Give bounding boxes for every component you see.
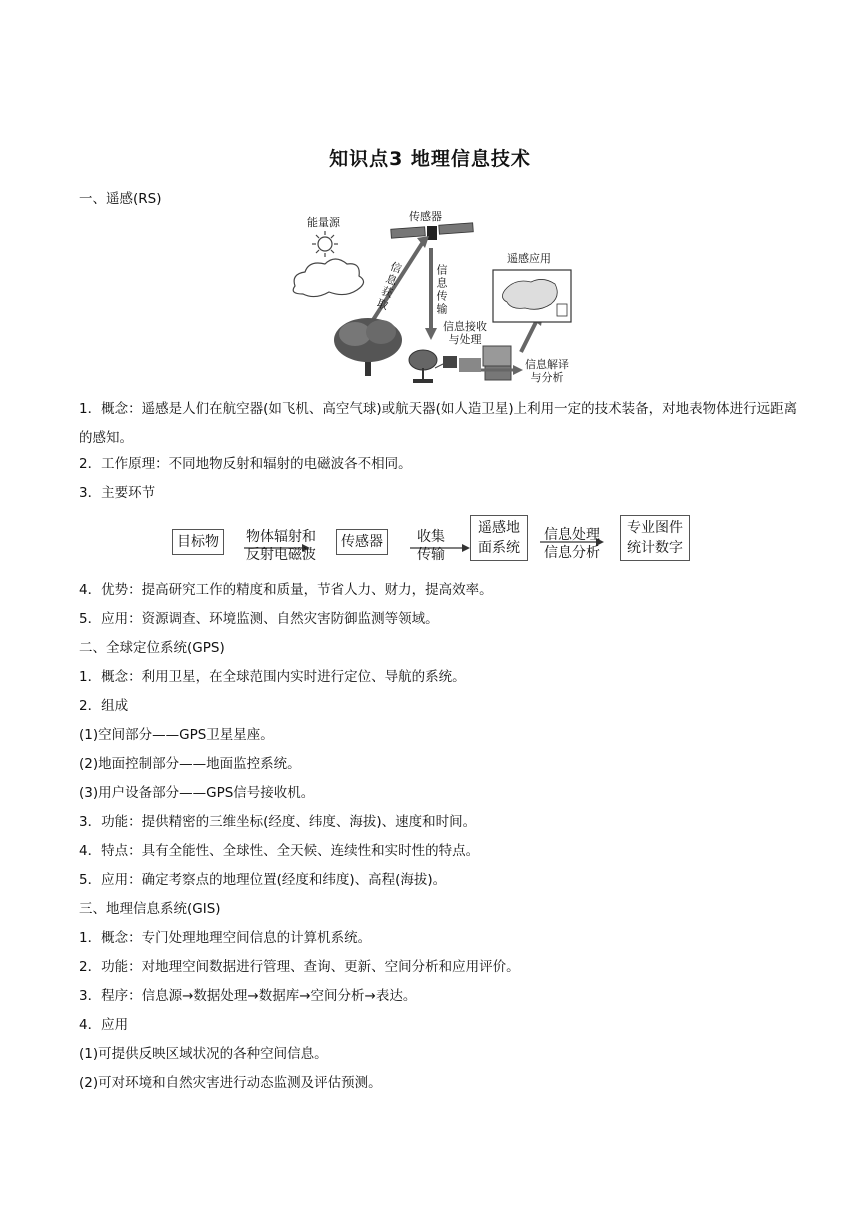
flow-em-line2: 反射电磁波 bbox=[246, 547, 316, 563]
gps-components-heading: 2．组成 bbox=[79, 698, 129, 714]
interpret-label: 信息解译与分析 bbox=[525, 358, 569, 384]
flow-target-box: 目标物 bbox=[172, 529, 224, 555]
transmit-label: 信息传输 bbox=[435, 264, 448, 316]
remote-sensing-diagram bbox=[285, 208, 585, 390]
receive-label: 信息接收与处理 bbox=[443, 320, 487, 346]
gis-application-2: (2)可对环境和自然灾害进行动态监测及评估预测。 bbox=[79, 1075, 382, 1091]
cloud-icon bbox=[293, 259, 363, 297]
flow-em-text bbox=[242, 528, 320, 564]
gis-function: 2．功能：对地理空间数据进行管理、查询、更新、空间分析和应用评价。 bbox=[79, 959, 520, 975]
gis-application-1: (1)可提供反映区域状况的各种空间信息。 bbox=[79, 1046, 328, 1062]
sun-icon bbox=[312, 231, 338, 257]
map-icon bbox=[493, 270, 571, 322]
application-label: 遥感应用 bbox=[507, 252, 551, 265]
flow-proc-line1: 信息处理 bbox=[544, 527, 600, 543]
rs-concept: 1．概念：遥感是人们在航空器(如飞机、高空气球)或航天器(如人造卫星)上利用一定的技术装备，对地表物体进行远距离的感知。 bbox=[79, 401, 798, 446]
flow-sensor-box: 传感器 bbox=[336, 529, 388, 555]
flow-out-line1: 专业图件 bbox=[627, 520, 683, 536]
image-thumbnail bbox=[483, 346, 511, 366]
flow-rs-line2: 面系统 bbox=[478, 540, 520, 556]
gis-concept: 1．概念：专门处理地理空间信息的计算机系统。 bbox=[79, 930, 372, 946]
flow-collect-text bbox=[410, 528, 452, 564]
gps-function: 3．功能：提供精密的三维坐标(经度、纬度、海拔)、速度和时间。 bbox=[79, 814, 477, 830]
flow-proc-line2: 信息分析 bbox=[544, 545, 600, 561]
computer-icon bbox=[435, 356, 481, 372]
gis-procedure: 3．程序：信息源→数据处理→数据库→空间分析→表达。 bbox=[79, 988, 417, 1004]
gps-component-space: (1)空间部分——GPS卫星星座。 bbox=[79, 727, 274, 743]
gps-component-ground: (2)地面控制部分——地面监控系统。 bbox=[79, 756, 301, 772]
sensor-label: 传感器 bbox=[409, 210, 442, 223]
section-heading-rs: 一、遥感(RS) bbox=[79, 191, 162, 207]
rs-application: 5．应用：资源调查、环境监测、自然灾害防御监测等领域。 bbox=[79, 611, 439, 627]
gps-features: 4．特点：具有全能性、全球性、全天候、连续性和实时性的特点。 bbox=[79, 843, 480, 859]
flow-output-box bbox=[620, 515, 690, 561]
rs-steps-heading: 3．主要环节 bbox=[79, 485, 156, 501]
rs-principle: 2．工作原理：不同地物反射和辐射的电磁波各不相同。 bbox=[79, 456, 412, 472]
rs-advantage: 4．优势：提高研究工作的精度和质量，节省人力、财力，提高效率。 bbox=[79, 582, 493, 598]
acquire-label: 信息获取 bbox=[373, 259, 404, 314]
gis-application-heading: 4．应用 bbox=[79, 1017, 129, 1033]
gps-concept: 1．概念：利用卫星，在全球范围内实时进行定位、导航的系统。 bbox=[79, 669, 466, 685]
satellite-dish-icon bbox=[409, 350, 437, 383]
section-heading-gis: 三、地理信息系统(GIS) bbox=[79, 901, 221, 917]
flow-rs-line1: 遥感地 bbox=[478, 520, 520, 536]
flow-collect-line2: 传输 bbox=[417, 547, 445, 563]
satellite-icon bbox=[391, 223, 474, 240]
flow-out-line2: 统计数字 bbox=[627, 540, 683, 556]
flow-em-line1: 物体辐射和 bbox=[246, 529, 316, 545]
section-heading-gps: 二、全球定位系统(GPS) bbox=[79, 640, 225, 656]
page-title: 知识点3 地理信息技术 bbox=[329, 148, 531, 170]
flow-collect-line1: 收集 bbox=[417, 529, 445, 545]
energy-source-label: 能量源 bbox=[307, 216, 340, 229]
rs-flow-diagram bbox=[172, 514, 692, 564]
gps-component-user: (3)用户设备部分——GPS信号接收机。 bbox=[79, 785, 315, 801]
image-thumbnail bbox=[485, 366, 511, 380]
flow-rs-system-box bbox=[470, 515, 528, 561]
flow-process-text bbox=[538, 526, 606, 562]
tree-icon bbox=[334, 318, 402, 376]
gps-application: 5．应用：确定考察点的地理位置(经度和纬度)、高程(海拔)。 bbox=[79, 872, 447, 888]
